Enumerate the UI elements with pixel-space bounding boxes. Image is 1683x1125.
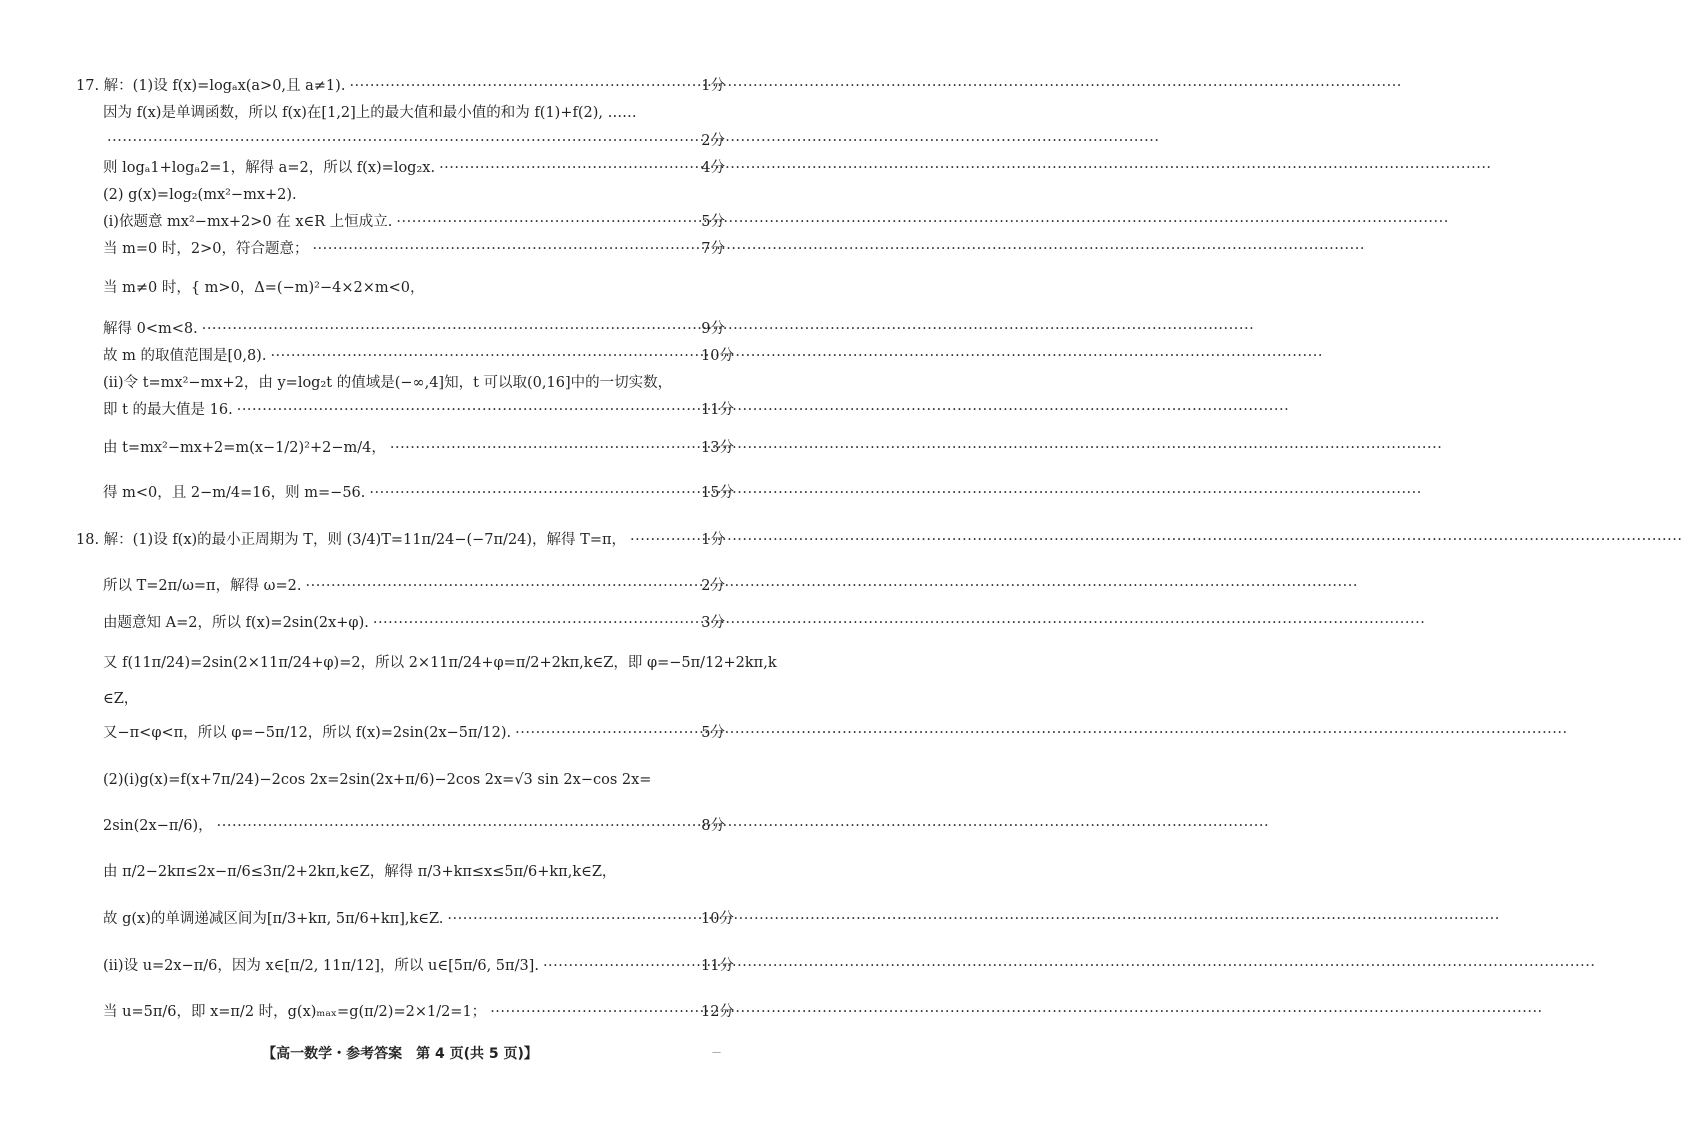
answer-line — [103, 615, 725, 632]
line-score: 10分 — [701, 348, 734, 364]
dot-leader — [490, 1004, 697, 1021]
line-text: 17. 解：(1)设 f(x)=logₐx(a>0,且 a≠1). — [76, 78, 346, 94]
line-text: 则 logₐ1+logₐ2=1，解得 a=2，所以 f(x)=log₂x. — [103, 160, 436, 176]
line-text: 即 t 的最大值是 16. — [103, 402, 233, 418]
line-text: (ⅰ)依题意 mx²−mx+2>0 在 x∈R 上恒成立. — [103, 214, 393, 230]
answer-line — [103, 321, 725, 338]
answer-line — [103, 655, 777, 672]
line-score: 5分 — [701, 725, 725, 741]
line-score: 13分 — [701, 440, 734, 456]
dot-leader — [217, 818, 697, 835]
line-score: 10分 — [701, 911, 734, 927]
line-score: 2分 — [701, 133, 725, 149]
answer-line — [103, 214, 725, 231]
dot-leader — [515, 725, 697, 742]
line-score: 5分 — [701, 214, 725, 230]
line-text: 所以 T=2π/ω=π，解得 ω=2. — [103, 578, 302, 594]
answer-line — [103, 440, 734, 457]
line-score: 11分 — [701, 958, 734, 974]
line-text: (ⅱ)设 u=2x−π/6，因为 x∈[π/2, 11π/12]，所以 u∈[5π/6, 5π/3]. — [103, 958, 539, 974]
corner-mark: — — [712, 1048, 721, 1058]
answer-line — [103, 375, 725, 392]
line-text: 当 u=5π/6，即 x=π/2 时，g(x)ₘₐₓ=g(π/2)=2×1/2=1； — [103, 1004, 487, 1020]
line-text: 又−π<φ<π，所以 φ=−5π/12，所以 f(x)=2sin(2x−5π/12). — [103, 725, 512, 741]
line-score: 1分 — [701, 532, 725, 548]
answer-line — [103, 402, 734, 419]
answer-line — [76, 78, 725, 95]
answer-line — [76, 532, 725, 549]
line-score: 12分 — [701, 1004, 734, 1020]
dot-leader — [349, 78, 697, 95]
dot-leader — [369, 485, 697, 502]
line-score: 8分 — [701, 818, 725, 834]
line-score: 4分 — [701, 160, 725, 176]
line-text: 由 π/2−2kπ≤2x−π/6≤3π/2+2kπ,k∈Z，解得 π/3+kπ≤x≤5π/6+kπ,k∈Z， — [103, 864, 617, 880]
line-text: 当 m=0 时，2>0，符合题意； — [103, 241, 309, 257]
dot-leader — [630, 532, 697, 549]
answer-line — [103, 160, 725, 177]
line-text: 由 t=mx²−mx+2=m(x−1/2)²+2−m/4， — [103, 440, 386, 456]
line-score: 11分 — [701, 402, 734, 418]
dot-leader — [202, 321, 697, 338]
dot-leader — [270, 348, 697, 365]
answer-line — [103, 691, 725, 708]
answer-line — [103, 133, 725, 150]
line-text: (2)(ⅰ)g(x)=f(x+7π/24)−2cos 2x=2sin(2x+π/6)−2cos 2x=√3 sin 2x−cos 2x= — [103, 772, 652, 788]
line-text: ∈Z， — [103, 691, 139, 707]
dot-leader — [237, 402, 697, 419]
dot-leader — [447, 911, 697, 928]
line-score: 1分 — [701, 78, 725, 94]
answer-line — [103, 485, 734, 502]
line-text: 因为 f(x)是单调函数，所以 f(x)在[1,2]上的最大值和最小值的和为 f(1)+f(2), …… — [103, 105, 637, 121]
answer-line — [103, 280, 725, 297]
line-score: 3分 — [701, 615, 725, 631]
dot-leader — [390, 440, 697, 457]
dot-leader — [396, 214, 697, 231]
line-text: 故 g(x)的单调递减区间为[π/3+kπ, 5π/6+kπ],k∈Z. — [103, 911, 444, 927]
line-text: 又 f(11π/24)=2sin(2×11π/24+φ)=2，所以 2×11π/24+φ=π/2+2kπ,k∈Z，即 φ=−5π/12+2kπ,k — [103, 655, 777, 671]
dot-leader — [306, 578, 698, 595]
page-footer: 【高一数学・参考答案 第 4 页(共 5 页)】 — [262, 1046, 538, 1062]
line-score: 9分 — [701, 321, 725, 337]
answer-line — [103, 911, 734, 928]
line-text: 当 m≠0 时，{ m>0，Δ=(−m)²−4×2×m<0， — [103, 280, 425, 296]
line-text: 2sin(2x−π/6)， — [103, 818, 213, 834]
line-score: 15分 — [701, 485, 734, 501]
dot-leader — [373, 615, 697, 632]
answer-line — [103, 241, 725, 258]
line-text: 由题意知 A=2，所以 f(x)=2sin(2x+φ). — [103, 615, 369, 631]
line-text: 解得 0<m<8. — [103, 321, 198, 337]
answer-line — [103, 958, 734, 975]
dot-leader — [107, 133, 697, 150]
line-text: 得 m<0，且 2−m/4=16，则 m=−56. — [103, 485, 366, 501]
answer-line — [103, 187, 725, 204]
answer-line — [103, 578, 725, 595]
answer-line — [103, 725, 725, 742]
answer-line — [103, 772, 725, 789]
answer-line — [103, 1004, 734, 1021]
dot-leader — [439, 160, 697, 177]
line-text: 18. 解：(1)设 f(x)的最小正周期为 T，则 (3/4)T=11π/24−(−7π/24)，解得 T=π， — [76, 532, 627, 548]
dot-leader — [543, 958, 697, 975]
dot-leader — [312, 241, 697, 258]
answer-line — [103, 864, 725, 881]
line-text: (2) g(x)=log₂(mx²−mx+2). — [103, 187, 297, 203]
line-text: (ⅱ)令 t=mx²−mx+2，由 y=log₂t 的值域是(−∞,4]知，t 可以取(0,16]中的一切实数， — [103, 375, 673, 391]
line-score: 2分 — [701, 578, 725, 594]
line-text: 故 m 的取值范围是[0,8). — [103, 348, 267, 364]
answer-line — [103, 348, 734, 365]
line-score: 7分 — [701, 241, 725, 257]
answer-line — [103, 818, 725, 835]
answer-line — [103, 105, 725, 122]
